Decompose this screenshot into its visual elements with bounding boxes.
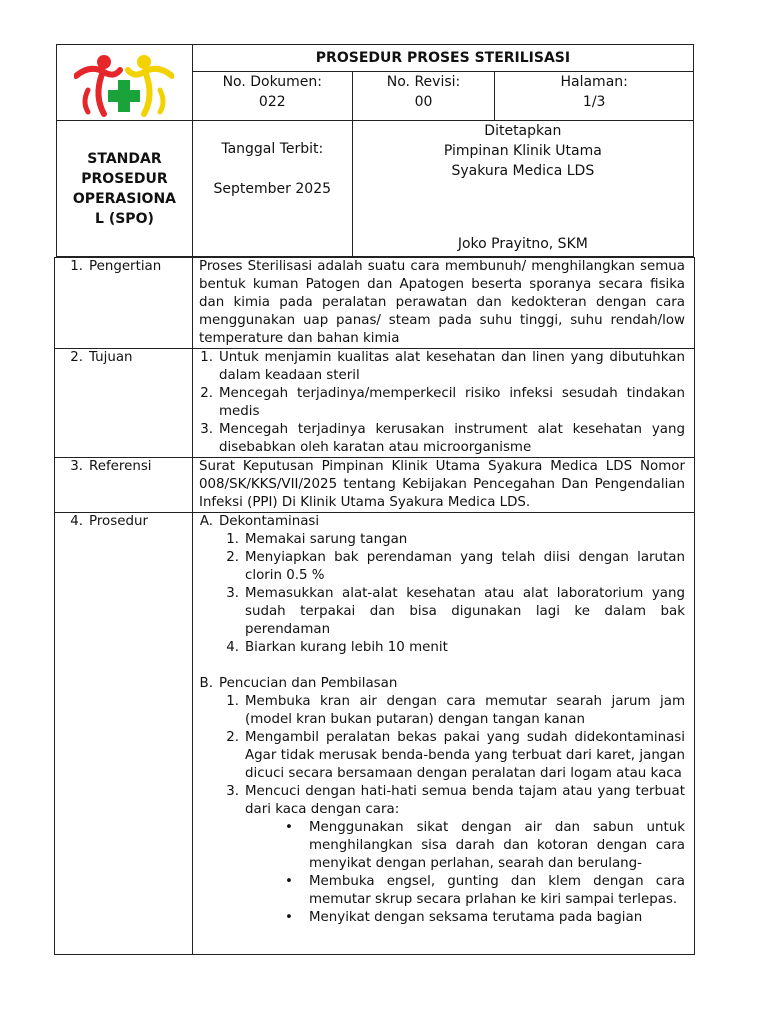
table-row — [55, 513, 695, 955]
halaman-value: 1/3 — [582, 94, 606, 110]
sub-heading-a: A. Dekontaminasi — [199, 514, 320, 529]
list-item: 1. Untuk menjamin kualitas alat kesehatan dan linen yang dibutuhkan dalam keadaan steril — [200, 350, 685, 383]
section-label: 3. Referensi — [55, 458, 193, 513]
tanggal-label: Tanggal Terbit: — [221, 141, 324, 157]
no-revisi-label: No. Revisi: — [386, 74, 461, 90]
list-item: 3. Mencuci dengan hati-hati semua benda tajam atau yang terbuat dari kaca dengan cara: — [226, 784, 685, 817]
list-item: 2. Mengambil peralatan bekas pakai yang sudah didekontaminasi Agar tidak merusak benda-benda yang terbuat dari karet, jangan dicuci secara bersamaan dengan peralatan dari logam atau kaca — [226, 730, 685, 781]
no-dokumen-label: No. Dokumen: — [222, 74, 322, 90]
bullet-item: • Membuka engsel, gunting dan klem dengan cara memutar skrup secara prlahan ke kiri sampai terlepas. — [285, 874, 685, 907]
list-item: 1. Membuka kran air dengan cara memutar searah jarum jam (model kran bukan putaran) dengan tangan kanan — [226, 694, 685, 727]
sub-heading-b: B. Pencucian dan Pembilasan — [199, 676, 398, 691]
pimpinan-line: Syakura Medica LDS — [451, 163, 595, 179]
bullet-icon: • — [285, 874, 293, 889]
clinic-logo — [74, 50, 174, 120]
bullet-item: • Menyikat dengan seksama terutama pada bagian — [285, 910, 643, 925]
table-row — [55, 258, 695, 349]
no-revisi-cell — [352, 72, 495, 121]
halaman-label: Halaman: — [560, 74, 628, 90]
logo-cell — [57, 45, 193, 121]
list-item: 3. Memasukkan alat-alat kesehatan atau alat laboratorium yang sudah terpakai dan bisa digunakan lagi ke dalam bak perendaman — [226, 586, 685, 637]
document-title: PROSEDUR PROSES STERILISASI — [192, 45, 693, 72]
list-item: 3. Mencegah terjadinya kerusakan instrument alat kesehatan yang disebabkan oleh karatan atau microorganisme — [200, 422, 685, 455]
bullet-icon: • — [285, 820, 293, 835]
prosedur-content — [193, 513, 695, 955]
section-label: 4. Prosedur — [55, 513, 193, 955]
red-figure-icon — [76, 55, 120, 114]
list-item: 2. Mencegah terjadinya/memperkecil risiko infeksi sesudah tindakan medis — [200, 386, 685, 419]
bullet-icon: • — [285, 910, 293, 925]
list-item: 2. Menyiapkan bak perendaman yang telah diisi dengan larutan clorin 0.5 % — [226, 550, 685, 583]
signatory-name: Joko Prayitno, SKM — [457, 236, 588, 252]
yellow-figure-icon — [128, 55, 172, 114]
referensi-content — [193, 458, 695, 513]
spo-line: PROSEDUR — [81, 170, 168, 187]
referensi-text: Surat Keputusan Pimpinan Klinik Utama Syakura Medica LDS Nomor 008/SK/KKS/VII/2025 tentang Kebijakan Pencegahan Dan Pengendalian Infeksi (PPI) Di Klinik Utama Syakura Medica LDS. — [199, 459, 685, 510]
list-item: 1. Memakai sarung tangan — [226, 532, 408, 547]
tanggal-value: September 2025 — [213, 181, 332, 197]
no-dokumen-value: 022 — [258, 94, 286, 110]
pimpinan-line: Pimpinan Klinik Utama — [443, 143, 602, 159]
halaman-cell — [495, 72, 694, 121]
no-dokumen-cell — [192, 72, 352, 121]
spo-line: STANDAR — [87, 150, 162, 167]
ditetapkan-label: Ditetapkan — [484, 123, 562, 139]
tujuan-content — [193, 349, 695, 458]
spo-line: OPERASIONA — [72, 190, 176, 207]
spo-cell — [57, 121, 193, 257]
pengertian-text: Proses Sterilisasi adalah suatu cara membunuh/ menghilangkan semua bentuk kuman Patogen dan Apatogen beserta sporanya secara fisika dan kimia pada peralatan perawatan dan kedokteran dengan cara menggunakan uap panas/ steam pada suhu tinggi, suhu rendah/low temperature dan bahan kimia — [199, 259, 685, 346]
document-header — [56, 44, 694, 257]
spo-line: L (SPO) — [95, 210, 154, 227]
green-cross-icon — [108, 80, 140, 112]
procedure-table — [54, 257, 695, 955]
bullet-item: • Menggunakan sikat dengan air dan sabun untuk menghilangkan sisa darah dan kotoran dengan cara menyikat dengan perlahan, searah dan berulang- — [285, 820, 685, 871]
pengertian-content — [193, 258, 695, 349]
tanggal-cell — [192, 121, 352, 257]
list-item: 4. Biarkan kurang lebih 10 menit — [226, 640, 448, 655]
section-label: 1. Pengertian — [55, 258, 193, 349]
table-row — [55, 349, 695, 458]
table-row — [55, 458, 695, 513]
no-revisi-value: 00 — [414, 94, 433, 110]
section-label: 2. Tujuan — [55, 349, 193, 458]
ditetapkan-cell — [352, 121, 693, 257]
